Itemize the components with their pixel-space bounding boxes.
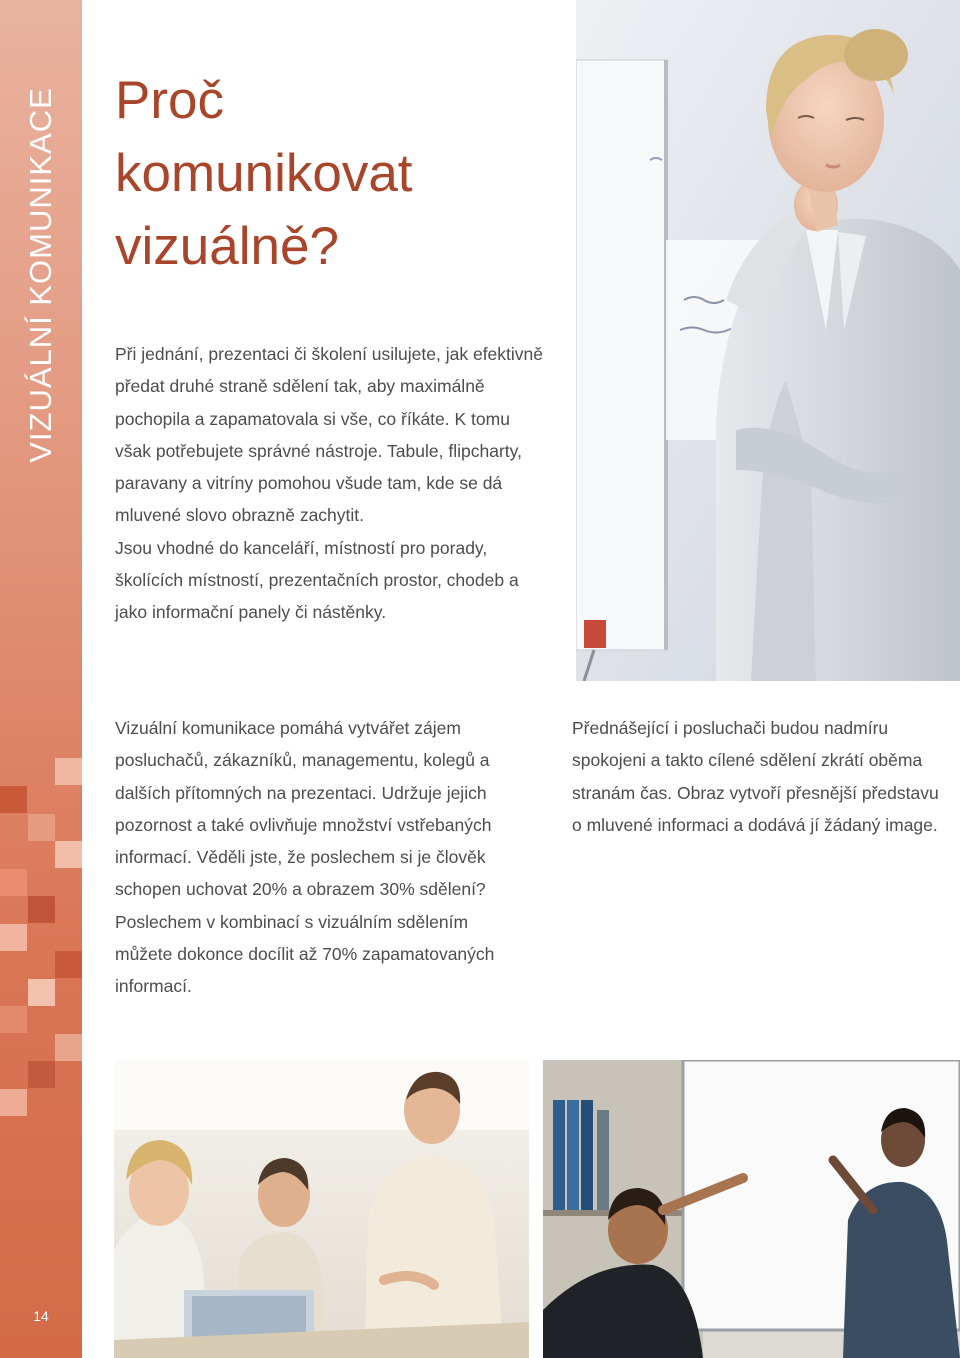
sidebar — [0, 0, 82, 1358]
title-line-2: komunikovat — [115, 144, 413, 203]
body-column-1 — [115, 712, 515, 1003]
photo-meeting-group — [114, 1060, 529, 1358]
photo-whiteboard-presentation — [543, 1060, 960, 1358]
body-column-2 — [572, 712, 952, 841]
photo-businesswoman — [576, 0, 960, 681]
body-paragraph-1: Vizuální komunikace pomáhá vytvářet zájem posluchačů, zákazníků, managementu, kolegů a dalších přítomných na prezentaci. Udržuje jejich pozornost a také ovlivňuje množství vstřebaných informací. Věděli jste, že poslechem si je člověk schopen uchovat 20% a obrazem 30% sdělení? Poslechem v kombinací s vizuálním sdělením můžete dokonce docílit až 70% zapamatovaných informací. — [115, 718, 495, 997]
section-title: VIZUÁLNÍ KOMUNIKACE — [23, 87, 58, 463]
body-paragraph-2: Přednášející i posluchači budou nadmíru spokojeni a takto cílené sdělení zkrátí oběma stranám čas. Obraz vytvoří přesnější představu o mluvené informaci a dodává jí žádaný image. — [572, 718, 939, 835]
title-line-3: vizuálně? — [115, 217, 339, 276]
title-line-1: Proč — [115, 71, 224, 130]
intro-paragraph-2: Jsou vhodné do kanceláří, místností pro porady, školících místností, prezentačních prostor, chodeb a jako informační panely či nástěnky. — [115, 537, 519, 623]
page-title — [115, 64, 555, 283]
page-number: 14 — [33, 1308, 49, 1324]
intro-paragraph-1: Při jednání, prezentaci či školení usilujete, jak efektivně předat druhé straně sdělení tak, aby maximálně pochopila a zapamatovala si vše, co říkáte. K tomu však potřebujete správné nástroje. Tabule, flipcharty, paravany a vitríny pomohou všude tam, kde se dá mluvené slovo obrazně zachytit. — [115, 344, 544, 526]
sidebar-vertical-title — [0, 0, 82, 520]
intro-text — [115, 338, 545, 629]
